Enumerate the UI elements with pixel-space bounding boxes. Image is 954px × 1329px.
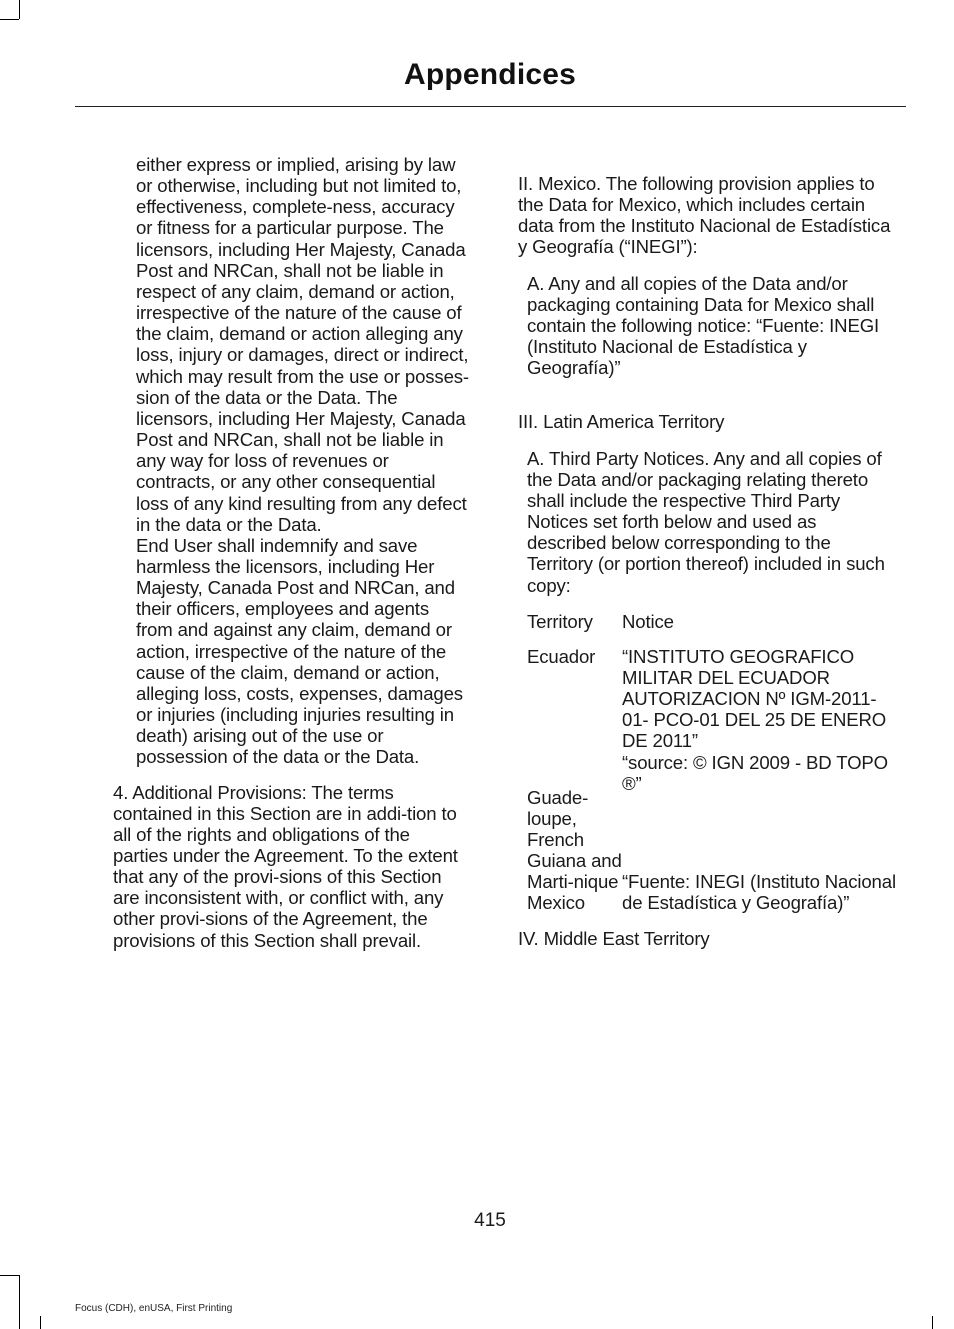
table-cell-territory: Ecuador	[527, 645, 596, 667]
table-cell-territory: Guade-loupe, French Guiana and	[527, 786, 622, 872]
table-cell-notice: “Fuente: INEGI (Instituto Nacional de Estadística y Geografía)”	[622, 871, 896, 914]
table-cell-notice: “source: © IGN 2009 - BD TOPO ®”	[622, 751, 888, 794]
table-row	[527, 752, 900, 872]
mexico-heading: II. Mexico. The following provision applies to the Data for Mexico, which includes certain data from the Instituto Nacional de Estadística y Geografía (“INEGI”):	[518, 173, 891, 258]
page-title: Appendices	[403, 58, 577, 91]
latam-heading: III. Latin America Territory	[518, 411, 725, 433]
crop-mark	[19, 1275, 20, 1329]
crop-mark	[40, 1316, 41, 1329]
table-row	[527, 871, 900, 913]
crop-mark	[932, 1316, 933, 1329]
indemnify-paragraph: End User shall indemnify and save harmless the licensors, including Her Majesty, Canada Post and NRCan, and their officers, employees and agents from and against any claim, demand or action, irrespective of the nature of the cause of the claim, demand or action, alleging loss, costs, expenses, damages or injuries (including injuries resulting in death) arising out of the use or possession of the data or the Data.	[136, 534, 463, 768]
left-column	[113, 154, 469, 951]
right-column	[518, 173, 900, 949]
table-header-territory: Territory	[527, 610, 593, 632]
latam-notice-paragraph: A. Third Party Notices. Any and all copies of the Data and/or packaging relating thereto shall include the respective Third Party Notices set forth below and used as described below corresponding to the Territory (or portion thereof) included in such copy:	[527, 447, 885, 596]
table-cell-territory: Marti-nique Mexico	[527, 871, 619, 914]
territory-notice-table	[527, 611, 900, 914]
crop-mark	[0, 19, 19, 20]
middle-east-heading: IV. Middle East Territory	[518, 927, 710, 949]
page-number: 415	[474, 1210, 506, 1231]
mexico-notice-paragraph: A. Any and all copies of the Data and/or packaging containing Data for Mexico shall contain the following notice: “Fuente: INEGI (Instituto Nacional de Estadística y Geografía)”	[527, 272, 880, 379]
license-paragraph: either express or implied, arising by law or otherwise, including but not limited to, effectiveness, complete-ness, accuracy or fitness for a particular purpose. The licensors, including Her Majesty, Canada Post and NRCan, shall not be liable in respect of any claim, demand or action, irrespective of the nature of the cause of the claim, demand or action alleging any loss, injury or damages, direct or indirect, which may result from the use or posses-sion of the data or the Data. The licensors, including Her Majesty, Canada Post and NRCan, shall not be liable in any way for loss of revenues or contracts, or any other consequential loss of any kind resulting from any defect in the data or the Data.	[136, 154, 469, 535]
table-row	[527, 646, 900, 752]
footer-text: Focus (CDH), enUSA, First Printing	[75, 1303, 233, 1314]
table-header-notice: Notice	[622, 610, 674, 632]
crop-mark	[19, 0, 20, 19]
additional-provisions-paragraph: 4. Additional Provisions: The terms contained in this Section are in addi-tion to all of the rights and obligations of the parties under the Agreement. To the extent that any of the provi-sions of this Section are inconsistent with, or conflict with, any other provi-sions of the Agreement, the provisions of this Section shall prevail.	[113, 781, 458, 951]
table-cell-notice: “INSTITUTO GEOGRAFICO MILITAR DEL ECUADOR AUTORIZACION Nº IGM-2011-01- PCO-01 DEL 25 DE ENERO DE 2011”	[622, 645, 887, 752]
header-divider	[75, 106, 906, 107]
crop-mark	[0, 1275, 19, 1276]
table-header-row	[527, 611, 900, 632]
